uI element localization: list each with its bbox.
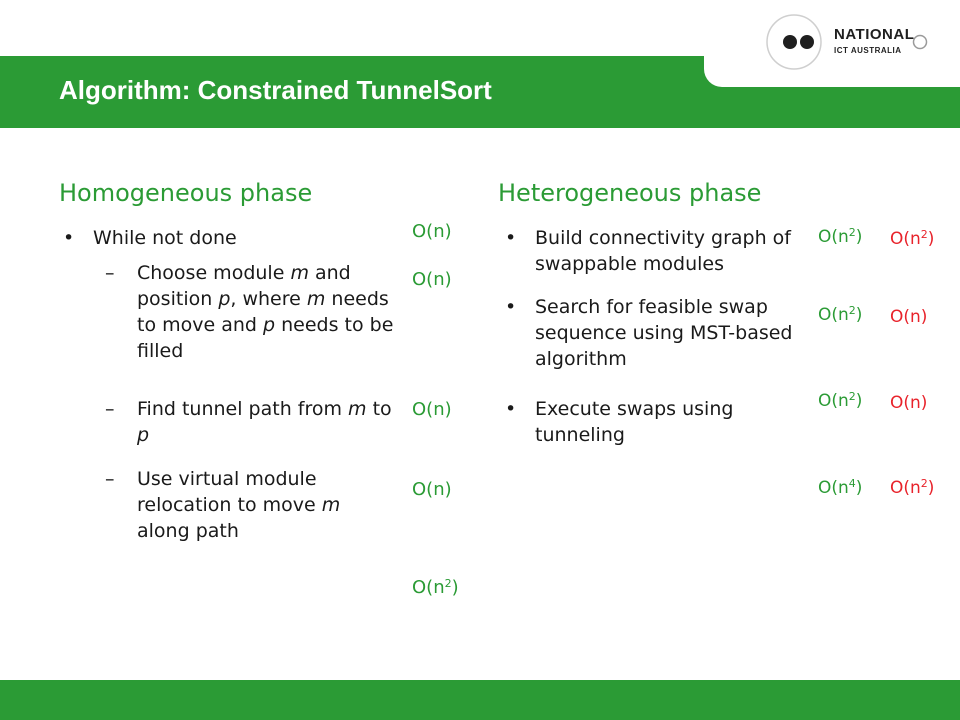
dash-mark: – xyxy=(105,262,115,284)
subitem-text: and position xyxy=(137,262,351,310)
bullet-mark: • xyxy=(505,296,517,318)
var-m: m xyxy=(348,398,367,420)
list-item xyxy=(505,225,810,277)
dash-mark: – xyxy=(105,398,115,420)
var-m: m xyxy=(306,288,326,310)
heading-heterogeneous: Heterogeneous phase xyxy=(498,179,762,207)
logo-line1: NATIONAL xyxy=(834,26,915,43)
complexity-label: $O(n^2)$ xyxy=(890,477,935,498)
bullet-mark: • xyxy=(505,398,517,420)
bullet-mark: • xyxy=(63,227,75,249)
complexity-label: $O(n^2)$ xyxy=(818,304,863,325)
bullet-mark: • xyxy=(505,227,517,249)
dash-mark: – xyxy=(105,468,115,490)
list-subitem xyxy=(105,260,395,364)
list-item xyxy=(505,396,785,448)
subitem-text: to xyxy=(366,398,392,420)
complexity-label: O(n) xyxy=(412,399,452,420)
complexity-label: O(n) xyxy=(890,307,928,327)
bullet-text: Search for feasible swap sequence using MST-based algorithm xyxy=(535,296,793,370)
complexity-label: O(n) xyxy=(412,269,452,290)
var-p: p xyxy=(218,288,231,310)
complexity-label: O(n) xyxy=(890,393,928,413)
complexity-label: O(n) xyxy=(412,221,452,242)
complexity-label: $O(n^4)$ xyxy=(818,477,863,498)
bullet-text: Build connectivity graph of swappable modules xyxy=(535,227,791,275)
list-item xyxy=(63,225,383,251)
subitem-text: Use virtual module relocation to move xyxy=(137,468,322,516)
subitem-text: needs to move and xyxy=(137,288,389,336)
list-subitem xyxy=(105,396,395,448)
subitem-text: Choose module xyxy=(137,262,291,284)
var-m: m xyxy=(290,262,309,284)
heading-homogeneous: Homogeneous phase xyxy=(59,179,313,207)
subitem-text: , where xyxy=(230,288,307,310)
bullet-text: While not done xyxy=(93,227,237,249)
complexity-label: O(n) xyxy=(412,479,452,500)
subitem-text: Find tunnel path from xyxy=(137,398,349,420)
nicta-logo xyxy=(762,14,934,76)
footer-band xyxy=(0,680,960,720)
var-p: p xyxy=(263,314,276,336)
list-subitem xyxy=(105,466,395,544)
complexity-label: $O(n^2)$ xyxy=(818,390,863,411)
var-p: p xyxy=(137,424,150,446)
list-item xyxy=(505,294,810,372)
complexity-label: $O(n^2)$ xyxy=(890,228,935,249)
subitem-text: needs to be filled xyxy=(137,314,394,362)
subitem-text: along path xyxy=(137,520,239,542)
var-m: m xyxy=(321,494,341,516)
slide-title: Algorithm: Constrained TunnelSort xyxy=(59,75,492,105)
complexity-label: $O(n^2)$ xyxy=(412,577,459,598)
logo-line2: ICT AUSTRALIA xyxy=(834,46,902,55)
bullet-text: Execute swaps using tunneling xyxy=(535,398,734,446)
complexity-label: $O(n^2)$ xyxy=(818,226,863,247)
nicta-logo-mark xyxy=(762,14,934,76)
